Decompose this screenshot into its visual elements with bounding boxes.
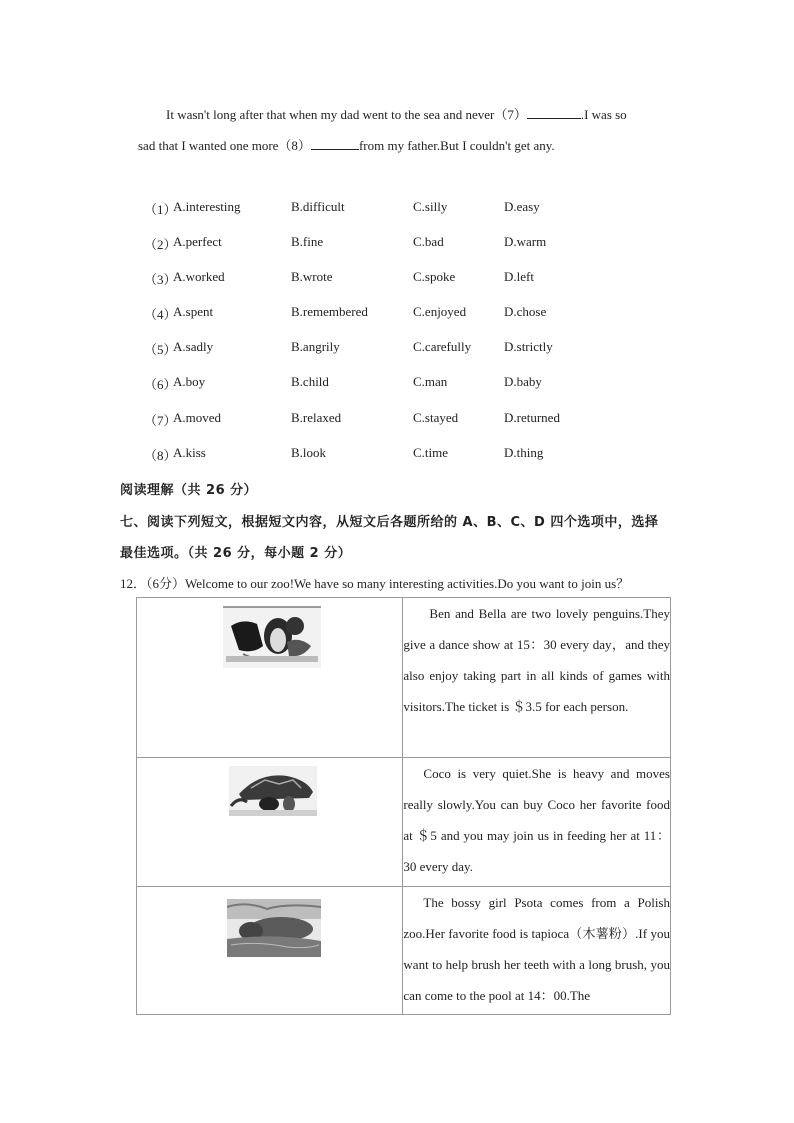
option-row [0, 410, 794, 430]
passage-line-2-start: sad that I wanted one more（8） [138, 138, 311, 153]
option-choice-c: C.man [413, 374, 448, 389]
section-instruction-line-2: 最佳选项。（共 26 分，每小题 2 分） [120, 546, 352, 561]
option-choice-c: C.enjoyed [413, 304, 467, 319]
option-choice-b: B.remembered [291, 304, 368, 319]
option-choice-d: D.thing [504, 445, 544, 460]
table-row [137, 598, 671, 758]
option-choice-c: C.carefully [413, 339, 472, 354]
tortoise-photo [229, 766, 317, 816]
passage-line-1-start: It wasn't long after that when my dad went to the sea and never（7） [166, 107, 527, 122]
option-row [0, 304, 794, 324]
activity-text: Coco is very quiet.She is heavy and moves really slowly.You can buy Coco her favorite food at ＄5 and you may join us in feeding her at 11：30 every day. [403, 758, 671, 887]
option-choice-a: A.worked [173, 269, 225, 284]
option-row [0, 269, 794, 289]
table-row [137, 887, 671, 1015]
option-row [0, 374, 794, 394]
option-choice-d: D.chose [504, 304, 547, 319]
image-cell [137, 758, 403, 887]
passage-line-2-end: from my father.But I couldn't get any. [358, 138, 555, 153]
option-choice-a: A.perfect [173, 234, 222, 249]
answer-blank-7 [527, 106, 581, 119]
image-cell [137, 887, 403, 1015]
section-instruction-line-1: 七、阅读下列短文，根据短文内容，从短文后各题所给的 A、B、C、D 四个选项中，选择 [120, 515, 659, 530]
option-choice-a: A.interesting [173, 199, 241, 214]
option-choice-a: A.boy [173, 374, 206, 389]
option-choice-b: B.wrote [291, 269, 333, 284]
option-choice-a: A.spent [173, 304, 214, 319]
passage-line-1 [166, 104, 627, 123]
option-choice-b: B.difficult [291, 199, 345, 214]
option-choice-c: C.spoke [413, 269, 456, 284]
option-choice-d: D.warm [504, 234, 547, 249]
option-number: （6） [144, 377, 177, 392]
option-choice-c: C.silly [413, 199, 448, 214]
option-choice-d: D.strictly [504, 339, 553, 354]
zoo-activities-table [136, 597, 671, 1015]
option-row [0, 199, 794, 219]
option-choice-b: B.fine [291, 234, 324, 249]
option-number: （5） [144, 342, 177, 357]
answer-blank-8 [311, 137, 359, 150]
option-choice-c: C.bad [413, 234, 444, 249]
activity-text: The bossy girl Psota comes from a Polish zoo.Her favorite food is tapioca（木薯粉）.If you want to help brush her teeth with a long brush, you can come to the pool at 14：00.The [403, 887, 671, 1015]
question-stem: 12．（6分）Welcome to our zoo!We have so many interesting activities.Do you want to join us？ [120, 576, 630, 591]
option-choice-b: B.child [291, 374, 329, 389]
option-choice-d: D.baby [504, 374, 542, 389]
option-choice-d: D.easy [504, 199, 540, 214]
passage-line-2 [138, 135, 555, 154]
option-choice-d: D.returned [504, 410, 560, 425]
option-choice-b: B.relaxed [291, 410, 342, 425]
section-title: 阅读理解（共 26 分） [120, 483, 258, 498]
option-number: （1） [144, 202, 177, 217]
option-number: （2） [144, 237, 177, 252]
option-row [0, 234, 794, 254]
passage-line-1-end: .I was so [580, 107, 627, 122]
table-row [137, 758, 671, 887]
option-choice-c: C.time [413, 445, 449, 460]
option-row [0, 339, 794, 359]
option-choice-a: A.sadly [173, 339, 214, 354]
hippo-photo [227, 899, 321, 957]
image-cell [137, 598, 403, 758]
option-number: （4） [144, 307, 177, 322]
option-choice-c: C.stayed [413, 410, 459, 425]
option-choice-a: A.moved [173, 410, 222, 425]
penguins-photo [223, 606, 321, 668]
activity-text: Ben and Bella are two lovely penguins.They give a dance show at 15：30 every day，and they also enjoy taking part in all kinds of games with visitors.The ticket is ＄3.5 for each person. [403, 598, 671, 758]
option-choice-b: B.angrily [291, 339, 340, 354]
option-number: （3） [144, 272, 177, 287]
option-number: （7） [144, 413, 177, 428]
option-choice-b: B.look [291, 445, 327, 460]
option-number: （8） [144, 448, 177, 463]
option-choice-a: A.kiss [173, 445, 206, 460]
option-choice-d: D.left [504, 269, 534, 284]
option-row [0, 445, 794, 465]
